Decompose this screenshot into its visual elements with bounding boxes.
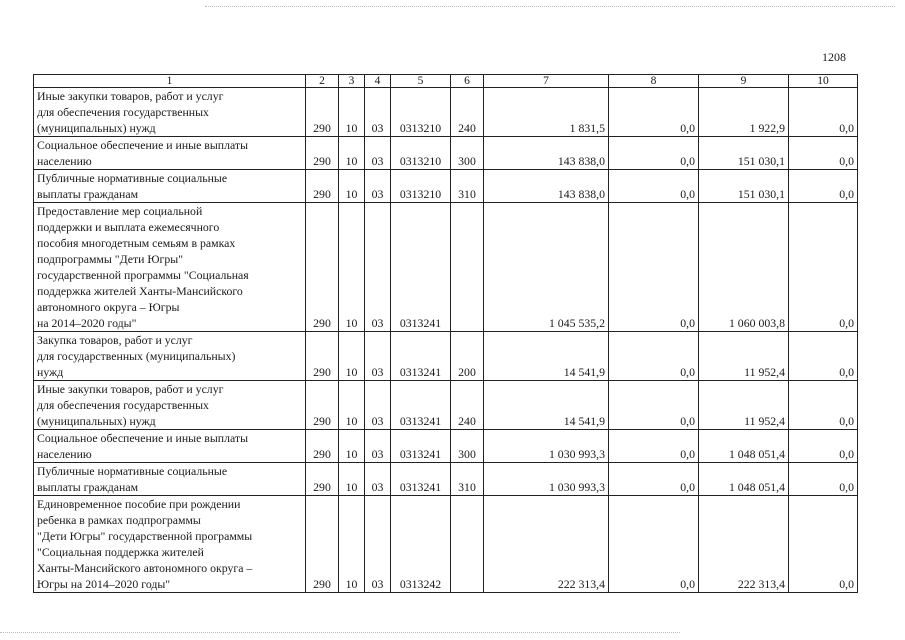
expense-type-cell: 240 bbox=[451, 381, 484, 430]
amount-cell: 0,0 bbox=[789, 203, 858, 332]
amount-cell: 0,0 bbox=[789, 496, 858, 593]
expense-type-cell: 240 bbox=[451, 88, 484, 137]
amount-cell: 1 045 535,2 bbox=[484, 203, 609, 332]
amount-cell: 0,0 bbox=[789, 381, 858, 430]
column-header: 9 bbox=[699, 75, 789, 88]
amount-cell: 143 838,0 bbox=[484, 170, 609, 203]
expense-type-cell: 310 bbox=[451, 463, 484, 496]
target-article-cell: 0313242 bbox=[391, 496, 451, 593]
amount-cell: 0,0 bbox=[789, 137, 858, 170]
scan-artifact-bottom bbox=[0, 632, 680, 633]
column-header: 3 bbox=[339, 75, 365, 88]
target-article-cell: 0313241 bbox=[391, 203, 451, 332]
admin-code-cell: 290 bbox=[306, 332, 339, 381]
row-name-cell: Иные закупки товаров, работ и услуг для обеспечения государственных (муниципальных) нужд bbox=[34, 381, 306, 430]
subsection-cell: 03 bbox=[365, 203, 391, 332]
amount-cell: 0,0 bbox=[789, 170, 858, 203]
section-cell: 10 bbox=[339, 203, 365, 332]
subsection-cell: 03 bbox=[365, 496, 391, 593]
amount-cell: 151 030,1 bbox=[699, 137, 789, 170]
row-name-cell: Предоставление мер социальной поддержки и выплата ежемесячного пособия многодетным семьям в рамках подпрограммы "Дети Югры" государственной программы "Социальная поддержка жителей Ханты-Мансийского автономного округа – Югры на 2014–2020 годы" bbox=[34, 203, 306, 332]
amount-cell: 1 030 993,3 bbox=[484, 463, 609, 496]
amount-cell: 222 313,4 bbox=[484, 496, 609, 593]
target-article-cell: 0313241 bbox=[391, 430, 451, 463]
amount-cell: 0,0 bbox=[609, 203, 699, 332]
amount-cell: 0,0 bbox=[609, 170, 699, 203]
amount-cell: 14 541,9 bbox=[484, 381, 609, 430]
row-name-cell: Публичные нормативные социальные выплаты гражданам bbox=[34, 170, 306, 203]
expense-type-cell: 300 bbox=[451, 430, 484, 463]
target-article-cell: 0313241 bbox=[391, 381, 451, 430]
table-row bbox=[34, 496, 858, 593]
row-name-cell: Закупка товаров, работ и услуг для государственных (муниципальных) нужд bbox=[34, 332, 306, 381]
page-number: 1208 bbox=[822, 50, 846, 64]
amount-cell: 0,0 bbox=[789, 430, 858, 463]
admin-code-cell: 290 bbox=[306, 203, 339, 332]
amount-cell: 14 541,9 bbox=[484, 332, 609, 381]
admin-code-cell: 290 bbox=[306, 170, 339, 203]
column-header: 8 bbox=[609, 75, 699, 88]
amount-cell: 151 030,1 bbox=[699, 170, 789, 203]
expense-type-cell: 200 bbox=[451, 332, 484, 381]
column-header: 7 bbox=[484, 75, 609, 88]
amount-cell: 11 952,4 bbox=[699, 332, 789, 381]
amount-cell: 143 838,0 bbox=[484, 137, 609, 170]
expense-type-cell: 310 bbox=[451, 170, 484, 203]
section-cell: 10 bbox=[339, 170, 365, 203]
amount-cell: 0,0 bbox=[609, 430, 699, 463]
subsection-cell: 03 bbox=[365, 332, 391, 381]
amount-cell: 0,0 bbox=[609, 332, 699, 381]
subsection-cell: 03 bbox=[365, 170, 391, 203]
subsection-cell: 03 bbox=[365, 88, 391, 137]
amount-cell: 0,0 bbox=[789, 332, 858, 381]
amount-cell: 0,0 bbox=[609, 381, 699, 430]
subsection-cell: 03 bbox=[365, 463, 391, 496]
table-row bbox=[34, 332, 858, 381]
subsection-cell: 03 bbox=[365, 381, 391, 430]
column-header: 6 bbox=[451, 75, 484, 88]
admin-code-cell: 290 bbox=[306, 381, 339, 430]
row-name-cell: Социальное обеспечение и иные выплаты населению bbox=[34, 430, 306, 463]
subsection-cell: 03 bbox=[365, 137, 391, 170]
amount-cell: 1 831,5 bbox=[484, 88, 609, 137]
row-name-cell: Социальное обеспечение и иные выплаты населению bbox=[34, 137, 306, 170]
expense-type-cell bbox=[451, 203, 484, 332]
amount-cell: 1 048 051,4 bbox=[699, 463, 789, 496]
section-cell: 10 bbox=[339, 332, 365, 381]
amount-cell: 1 048 051,4 bbox=[699, 430, 789, 463]
admin-code-cell: 290 bbox=[306, 496, 339, 593]
table-row bbox=[34, 88, 858, 137]
row-name-cell: Иные закупки товаров, работ и услуг для обеспечения государственных (муниципальных) нужд bbox=[34, 88, 306, 137]
column-header: 5 bbox=[391, 75, 451, 88]
amount-cell: 0,0 bbox=[609, 137, 699, 170]
amount-cell: 0,0 bbox=[789, 463, 858, 496]
column-header: 4 bbox=[365, 75, 391, 88]
row-name-cell: Единовременное пособие при рождении ребенка в рамках подпрограммы "Дети Югры" государственной программы "Социальная поддержка жителей Ханты-Мансийского автономного округа – Югры на 2014–2020 годы" bbox=[34, 496, 306, 593]
table-row bbox=[34, 381, 858, 430]
scan-artifact-top bbox=[205, 6, 895, 7]
budget-table bbox=[33, 74, 858, 593]
admin-code-cell: 290 bbox=[306, 430, 339, 463]
target-article-cell: 0313241 bbox=[391, 332, 451, 381]
amount-cell: 0,0 bbox=[609, 496, 699, 593]
amount-cell: 0,0 bbox=[609, 463, 699, 496]
section-cell: 10 bbox=[339, 496, 365, 593]
table-row bbox=[34, 203, 858, 332]
amount-cell: 0,0 bbox=[789, 88, 858, 137]
table-row bbox=[34, 170, 858, 203]
target-article-cell: 0313241 bbox=[391, 463, 451, 496]
target-article-cell: 0313210 bbox=[391, 170, 451, 203]
subsection-cell: 03 bbox=[365, 430, 391, 463]
section-cell: 10 bbox=[339, 137, 365, 170]
table-row bbox=[34, 137, 858, 170]
target-article-cell: 0313210 bbox=[391, 137, 451, 170]
column-number-row bbox=[34, 75, 858, 88]
amount-cell: 222 313,4 bbox=[699, 496, 789, 593]
admin-code-cell: 290 bbox=[306, 88, 339, 137]
amount-cell: 0,0 bbox=[609, 88, 699, 137]
admin-code-cell: 290 bbox=[306, 463, 339, 496]
column-header: 2 bbox=[306, 75, 339, 88]
expense-type-cell: 300 bbox=[451, 137, 484, 170]
column-header: 1 bbox=[34, 75, 306, 88]
table-row bbox=[34, 430, 858, 463]
amount-cell: 11 952,4 bbox=[699, 381, 789, 430]
amount-cell: 1 922,9 bbox=[699, 88, 789, 137]
admin-code-cell: 290 bbox=[306, 137, 339, 170]
target-article-cell: 0313210 bbox=[391, 88, 451, 137]
table-row bbox=[34, 463, 858, 496]
section-cell: 10 bbox=[339, 463, 365, 496]
section-cell: 10 bbox=[339, 88, 365, 137]
section-cell: 10 bbox=[339, 430, 365, 463]
row-name-cell: Публичные нормативные социальные выплаты гражданам bbox=[34, 463, 306, 496]
expense-type-cell bbox=[451, 496, 484, 593]
amount-cell: 1 030 993,3 bbox=[484, 430, 609, 463]
section-cell: 10 bbox=[339, 381, 365, 430]
column-header: 10 bbox=[789, 75, 858, 88]
amount-cell: 1 060 003,8 bbox=[699, 203, 789, 332]
